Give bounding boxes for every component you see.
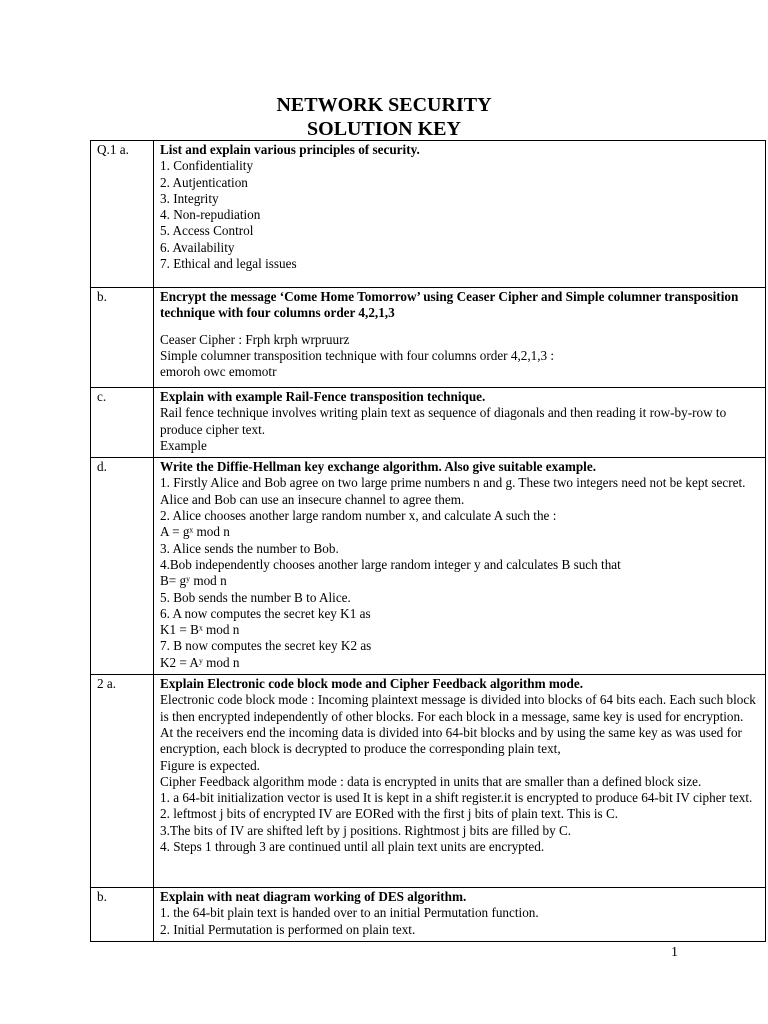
question-label: b. [91,888,154,942]
question-label: Q.1 a. [91,141,154,288]
answer-cell [154,141,766,288]
answer-line: 4. Steps 1 through 3 are continued until all plain text units are encrypted. [160,839,545,855]
table-row [91,141,766,288]
answer-cell [154,388,766,458]
page-number: 1 [671,945,678,960]
answer-line: Figure is expected. [160,757,260,773]
question-label: 2 a. [91,675,154,888]
answer-line: 2. Initial Permutation is performed on plain text. [160,921,416,937]
answer-line: K2 = Aʸ mod n [160,654,240,670]
answer-line: K1 = Bˣ mod n [160,622,240,638]
answer-line: Cipher Feedback algorithm mode : data is encrypted in units that are smaller than a defined block size. [160,773,702,789]
answer-line: Example [160,437,207,453]
question-text: Write the Diffie-Hellman key exchange algorithm. Also give suitable example. [160,459,596,475]
table-row [91,458,766,675]
answer-line: 1. a 64-bit initialization vector is used It is kept in a shift register.it is encrypted to produce 64-bit IV cipher text. [160,790,753,806]
question-label: c. [91,388,154,458]
solution-table [90,140,766,942]
answer-line: 2. Alice chooses another large random number x, and calculate A such the : [160,508,557,524]
answer-line: Rail fence technique involves writing plain text as sequence of diagonals and then reading it row-by-row to produce cipher text. [160,405,727,437]
answer-line: Ceaser Cipher : Frph krph wrpruurz [160,331,350,347]
answer-line: 1. Confidentiality [160,158,254,174]
answer-line: 4. Non-repudiation [160,207,261,223]
question-text: Encrypt the message ‘Come Home Tomorrow’ using Ceaser Cipher and Simple columner transposition technique with four columns order 4,2,1,3 [160,289,739,321]
answer-line: 2. Autjentication [160,174,248,190]
answer-cell [154,675,766,888]
answer-line: B= gʸ mod n [160,573,227,589]
question-text: Explain with example Rail-Fence transposition technique. [160,389,486,404]
answer-line: 3.The bits of IV are shifted left by j positions. Rightmost j bits are filled by C. [160,822,572,838]
answer-line: 5. Bob sends the number B to Alice. [160,589,351,605]
answer-cell [154,458,766,675]
document-title: NETWORK SECURITY [276,94,492,116]
answer-line: emoroh owc emomotr [160,364,277,380]
answer-line: Electronic code block mode : Incoming plaintext message is divided into blocks of 64 bits each. Each such block is then encrypted independently of other blocks. For each block in a message, same key is used for encryption. [160,692,756,724]
answer-line: 2. leftmost j bits of encrypted IV are EORed with the first j bits of plain text. This is C. [160,806,619,822]
answer-line: 1. the 64-bit plain text is handed over to an initial Permutation function. [160,905,539,921]
table-row [91,888,766,942]
answer-cell [154,288,766,388]
answer-line: 3. Alice sends the number to Bob. [160,540,339,556]
answer-line: At the receivers end the incoming data is divided into 64-bit blocks and by using the same key as was used for encryption, each block is decrypted to produce the corresponding plain text, [160,724,742,757]
answer-line: 7. B now computes the secret key K2 as [160,638,372,654]
table-row [91,288,766,388]
question-text: Explain Electronic code block mode and Cipher Feedback algorithm mode. [160,676,583,692]
document-subtitle: SOLUTION KEY [307,118,461,140]
answer-cell [154,888,766,942]
answer-line: A = gˣ mod n [160,524,230,540]
table-row [91,388,766,458]
table-row [91,675,766,888]
question-label: b. [91,288,154,388]
answer-line: 1. Firstly Alice and Bob agree on two large prime numbers n and g. These two integers need not be kept secret. Alice and Bob can use an insecure channel to agree them. [160,475,746,507]
answer-line: 5. Access Control [160,223,254,239]
question-label: d. [91,458,154,675]
answer-line: 6. A now computes the secret key K1 as [160,605,371,621]
question-text: List and explain various principles of security. [160,142,420,157]
answer-line: Simple columner transposition technique with four columns order 4,2,1,3 : [160,347,555,363]
answer-line: 4.Bob independently chooses another large random integer y and calculates B such that [160,556,621,572]
spacer [160,322,759,332]
answer-line: 3. Integrity [160,190,219,206]
answer-line: 6. Availability [160,239,235,255]
answer-line: 7. Ethical and legal issues [160,256,297,272]
question-text: Explain with neat diagram working of DES algorithm. [160,889,467,905]
